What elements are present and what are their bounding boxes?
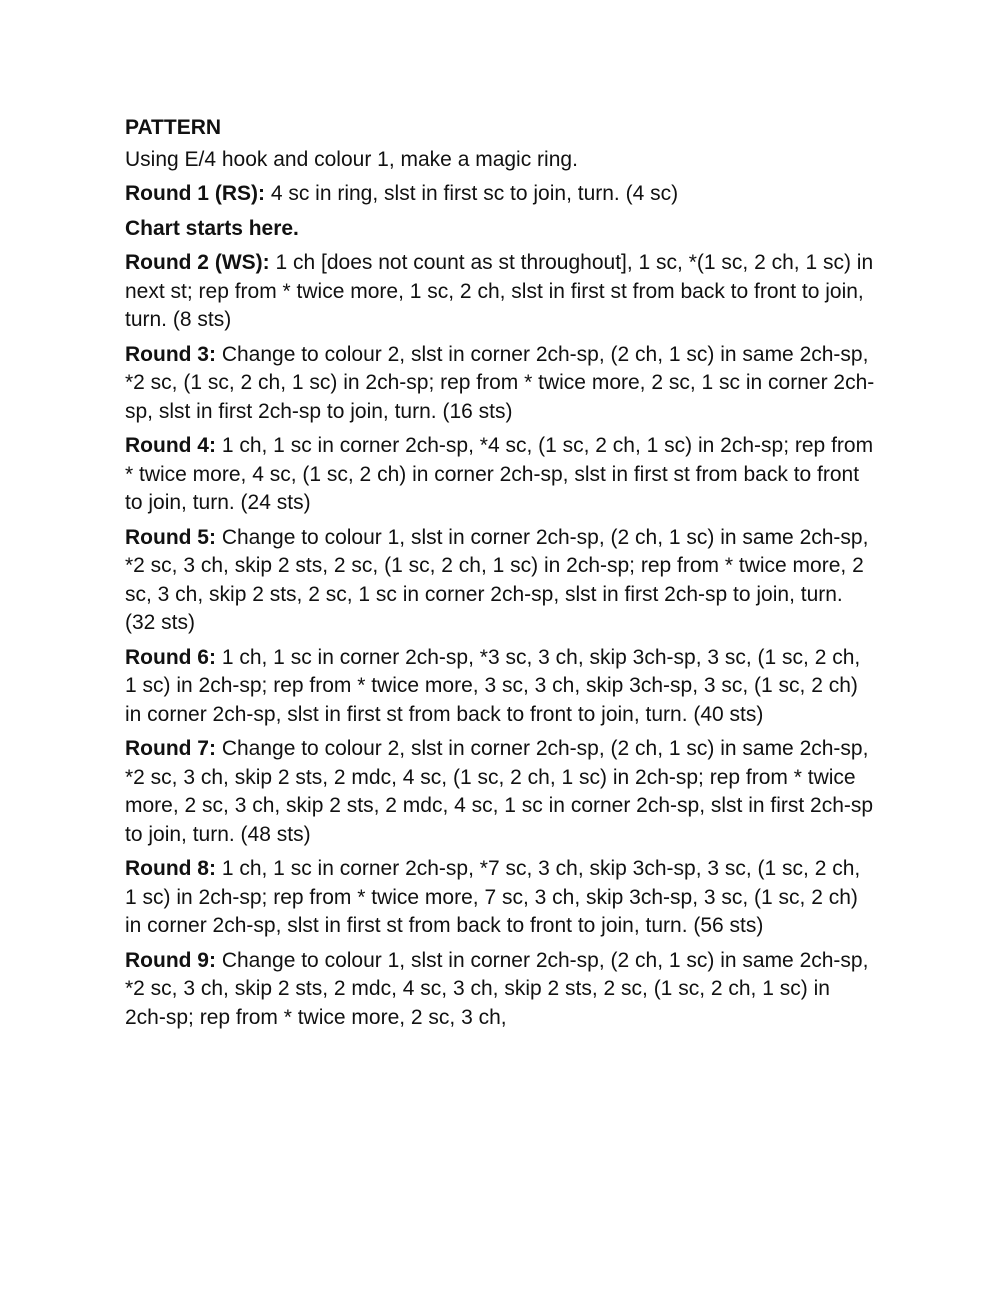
round-label: Round 6: — [125, 645, 216, 669]
intro-instruction: Using E/4 hook and colour 1, make a magic ring. — [125, 147, 578, 171]
round-text: 1 ch, 1 sc in corner 2ch-sp, *3 sc, 3 ch, skip 3ch-sp, 3 sc, (1 sc, 2 ch, 1 sc) in 2ch-sp; rep from * twice more, 3 sc, 3 ch, skip 3ch-sp, 3 sc, (1 sc, 2 ch) in corner 2ch-sp, slst in first st from back to front to join, turn. (40 sts) — [125, 645, 861, 726]
round-5-instruction — [125, 524, 875, 638]
round-4-instruction — [125, 432, 875, 518]
round-text: Change to colour 2, slst in corner 2ch-sp, (2 ch, 1 sc) in same 2ch-sp, *2 sc, (1 sc, 2 ch, 1 sc) in 2ch-sp; rep from * twice more, 2 sc, 1 sc in corner 2ch-sp, slst in first 2ch-sp to join, turn. (16 sts) — [125, 342, 875, 423]
round-label: Round 7: — [125, 737, 216, 760]
round-label: Round 9: — [125, 948, 216, 972]
round-text: Change to colour 1, slst in corner 2ch-sp, (2 ch, 1 sc) in same 2ch-sp, *2 sc, 3 ch, skip 2 sts, 2 mdc, 4 sc, 3 ch, skip 2 sts, 2 sc, (1 sc, 2 ch, 1 sc) in 2ch-sp; rep from * twice more, 2 sc, 3 ch, — [125, 948, 869, 1029]
section-heading: PATTERN — [125, 116, 222, 139]
round-label: Round 5: — [125, 525, 216, 549]
round-label: Round 2 (WS): — [125, 251, 270, 274]
round-2-instruction — [125, 249, 875, 335]
round-7-instruction — [125, 735, 875, 849]
round-label: Round 3: — [125, 342, 216, 366]
round-label: Round 8: — [125, 857, 216, 880]
round-text: Change to colour 2, slst in corner 2ch-sp, (2 ch, 1 sc) in same 2ch-sp, *2 sc, 3 ch, skip 2 sts, 2 mdc, 4 sc, (1 sc, 2 ch, 1 sc) in 2ch-sp; rep from * twice more, 2 sc, 3 ch, skip 2 sts, 2 mdc, 4 sc, 1 sc in corner 2ch-sp, slst in first 2ch-sp to join, turn. (48 sts) — [125, 737, 874, 846]
round-text: 4 sc in ring, slst in first sc to join, turn. (4 sc) — [264, 182, 679, 205]
round-label: Round 1 (RS): — [125, 182, 265, 205]
round-text: 1 ch [does not count as st throughout], 1 sc, *(1 sc, 2 ch, 1 sc) in next st; rep from * twice more, 1 sc, 2 ch, slst in first st from back to front to join, turn. (8 sts) — [125, 251, 874, 331]
round-label: Round 4: — [125, 434, 216, 457]
round-3-instruction — [125, 341, 875, 427]
round-text: Change to colour 1, slst in corner 2ch-sp, (2 ch, 1 sc) in same 2ch-sp, *2 sc, 3 ch, skip 2 sts, 2 sc, (1 sc, 2 ch, 1 sc) in 2ch-sp; rep from * twice more, 2 sc, 3 ch, skip 2 sts, 2 sc, 1 sc in corner 2ch-sp, slst in first 2ch-sp to join, turn. (32 sts) — [125, 525, 869, 634]
round-1-instruction — [125, 180, 875, 209]
round-8-instruction — [125, 855, 875, 941]
round-text: 1 ch, 1 sc in corner 2ch-sp, *4 sc, (1 sc, 2 ch, 1 sc) in 2ch-sp; rep from * twice more, 4 sc, (1 sc, 2 ch) in corner 2ch-sp, slst in first st from back to front to join, turn. (24 sts) — [125, 434, 874, 514]
round-6-instruction — [125, 644, 875, 730]
chart-note: Chart starts here. — [125, 216, 299, 240]
round-text: 1 ch, 1 sc in corner 2ch-sp, *7 sc, 3 ch, skip 3ch-sp, 3 sc, (1 sc, 2 ch, 1 sc) in 2ch-sp; rep from * twice more, 7 sc, 3 ch, skip 3ch-sp, 3 sc, (1 sc, 2 ch) in corner 2ch-sp, slst in first st from back to front to join, turn. (56 sts) — [125, 857, 861, 937]
round-9-instruction — [125, 947, 875, 1033]
pattern-document — [125, 114, 875, 1038]
